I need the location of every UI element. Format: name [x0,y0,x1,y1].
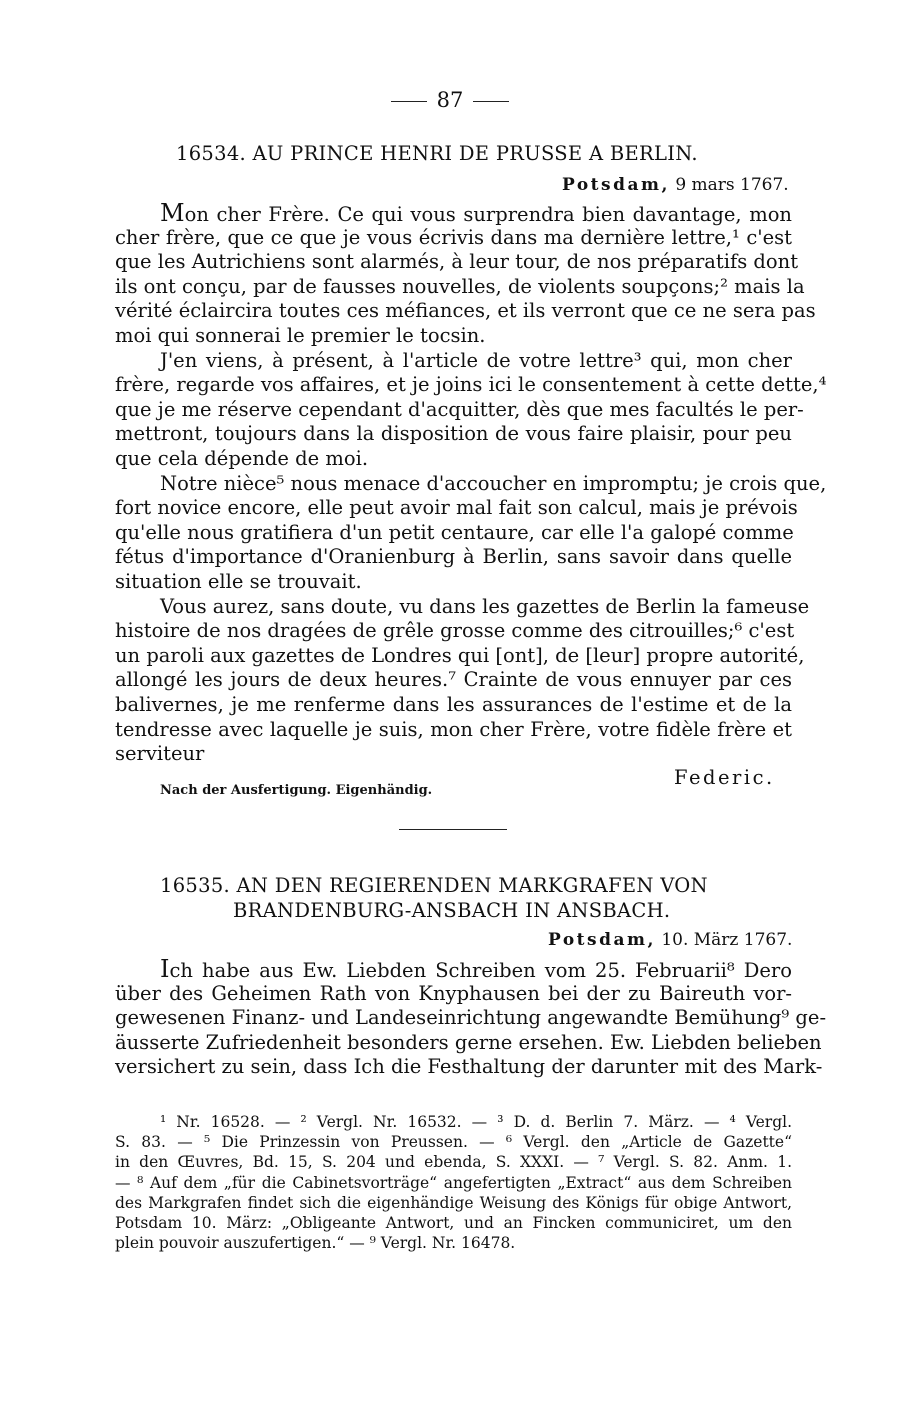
section-divider [399,829,507,830]
text-line: Vous aurez, sans doute, vu dans les gazettes de Berlin la fameuse [160,594,810,618]
text-line: mettront, toujours dans la disposition de vous faire plaisir, pour peu [115,422,792,446]
text-line: tendresse avec laquelle je suis, mon cher Frère, votre fidèle frère et [115,717,792,741]
text-line: cher frère, que ce que je vous écrivis dans ma dernière lettre,¹ c'est [115,225,792,249]
text-line: que cela dépende de moi. [115,447,369,470]
footnote-line: des Markgrafen findet sich die eigenhändige Weisung des Königs für obige Antwort, [115,1193,792,1212]
text-line: Notre nièce⁵ nous menace d'accoucher en impromptu; je crois que, [160,471,827,495]
page-number-dash-right [473,101,509,102]
text-line: situation elle se trouvait. [115,570,362,593]
text-line: histoire de nos dragées de grêle grosse comme des citrouilles;⁶ c'est [115,619,795,643]
footnote-line: ¹ Nr. 16528. — ² Vergl. Nr. 16532. — ³ D. d. Berlin 7. März. — ⁴ Vergl. [160,1113,792,1131]
letter2-dateline [548,930,792,950]
text-line: über des Geheimen Rath von Knyphausen bei der zu Baireuth vor- [115,981,792,1005]
text-line: ils ont conçu, par de fausses nouvelles, de violents soupçons;² mais la [115,274,805,298]
letter2-title-line2: BRANDENBURG-ANSBACH IN ANSBACH. [233,899,671,922]
footnote-line: plein pouvoir auszufertigen.“ — ⁹ Vergl. Nr. 16478. [115,1234,516,1253]
text-line: que les Autrichiens sont alarmés, à leur tour, de nos préparatifs dont [115,250,799,274]
letter1-source-note: Nach der Ausfertigung. Eigenhändig. [160,783,433,798]
text-line: que je me réserve cependant d'acquitter, dès que mes facultés le per- [115,397,804,421]
text-line: fort novice encore, elle peut avoir mal fait son calcul, mais je prévois [115,496,798,520]
footnote-line: Potsdam 10. März: „Obligeante Antwort, und an Fincken communiciret, um den [115,1214,792,1232]
letter1-signature: Federic. [674,766,775,789]
letter1-place: Potsdam, [562,175,670,195]
text-line: äusserte Zufriedenheit besonders gerne ersehen. Ew. Liebden belieben [115,1030,822,1054]
text-line: un paroli aux gazettes de Londres qui [ont], de [leur] propre autorité, [115,643,805,667]
text-line: qu'elle nous gratifiera d'un petit centaure, car elle l'a galopé comme [115,520,794,544]
text-line: versichert zu sein, dass Ich die Festhaltung der darunter mit des Mark- [115,1055,823,1079]
letter1-heading [176,142,698,165]
letter2-date: 10. März 1767. [661,930,793,950]
text-line: balivernes, je me renferme dans les assurances de l'estime et de la [115,693,792,716]
text-line: vérité éclaircira toutes ces méfiances, et ils verront que ce ne sera pas [115,299,816,323]
text-line: Mon cher Frère. Ce qui vous surprendra bien davantage, mon [160,199,792,227]
text-line: allongé les jours de deux heures.⁷ Crainte de vous ennuyer par ces [115,668,792,692]
letter2-title-line1: AN DEN REGIERENDEN MARKGRAFEN VON [236,874,708,897]
letter2-number: 16535. [160,874,231,897]
letter1-dateline [562,175,789,195]
page-number-dash-left [391,101,427,102]
page-number-text: 87 [436,88,464,112]
text-line: moi qui sonnerai le premier le tocsin. [115,324,486,347]
text-line: gewesenen Finanz- und Landeseinrichtung angewandte Bemühung⁹ ge- [115,1006,827,1030]
letter1-number: 16534. [176,142,247,165]
page-number [0,88,900,112]
footnote-line: in den Œuvres, Bd. 15, S. 204 und ebenda, S. XXXI. — ⁷ Vergl. S. 82. Anm. 1. [115,1153,792,1172]
footnote-line: S. 83. — ⁵ Die Prinzessin von Preussen. — ⁶ Vergl. den „Article de Gazette“ [115,1133,792,1152]
text-line: J'en viens, à présent, à l'article de votre lettre³ qui, mon cher [160,348,792,372]
letter1-date: 9 mars 1767. [675,175,789,195]
text-line: frère, regarde vos affaires, et je joins ici le consentement à cette dette,⁴ [115,373,827,397]
text-line: fétus d'importance d'Oranienburg à Berlin, sans savoir dans quelle [115,545,792,569]
letter1-title: AU PRINCE HENRI DE PRUSSE A BERLIN. [252,142,698,165]
letter2-heading-line1 [160,874,708,897]
footnote-line: — ⁸ Auf dem „für die Cabinetsvorträge“ angefertigten „Extract“ aus dem Schreiben [115,1173,792,1192]
text-line: serviteur [115,742,205,766]
text-line: Ich habe aus Ew. Liebden Schreiben vom 25. Februarii⁸ Dero [160,955,792,983]
letter2-place: Potsdam, [548,930,656,950]
